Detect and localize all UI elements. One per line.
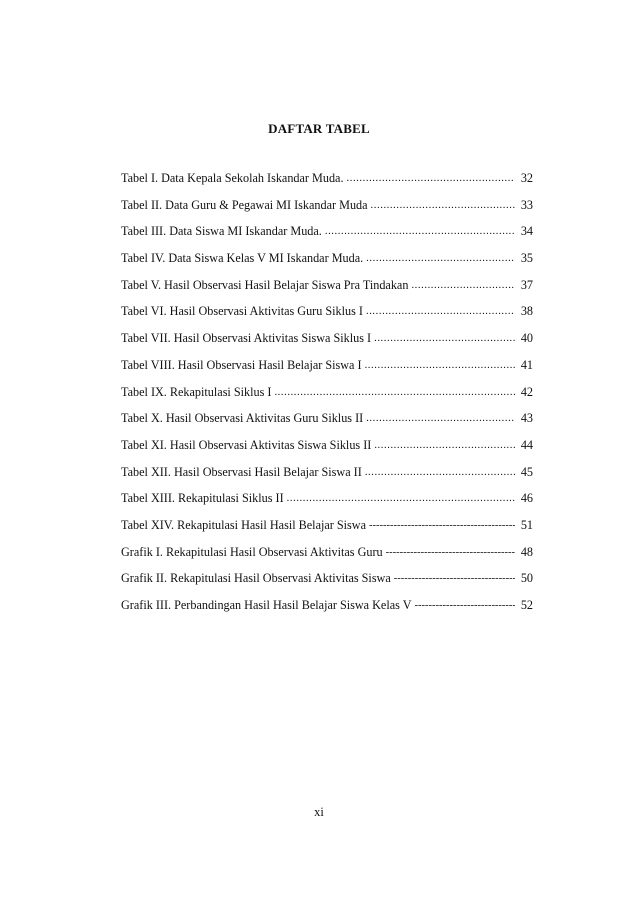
toc-entry-page: 40 xyxy=(520,331,533,346)
toc-entry-label: Tabel VII. Hasil Observasi Aktivitas Siswa Siklus I xyxy=(121,331,372,346)
toc-entry-page: 42 xyxy=(520,384,533,399)
toc-leader xyxy=(386,547,515,558)
toc-entry-label: Tabel XIV. Rekapitulasi Hasil Hasil Belajar Siswa xyxy=(121,517,366,532)
toc-entry xyxy=(121,491,533,518)
toc-entry xyxy=(121,385,533,412)
toc-entry-label: Grafik I. Rekapitulasi Hasil Observasi Aktivitas Guru xyxy=(121,544,383,559)
toc-leader xyxy=(394,573,515,584)
toc-entry-page: 52 xyxy=(520,598,533,612)
toc-entry-page: 32 xyxy=(520,171,533,185)
toc-entry-label: Tabel IX. Rekapitulasi Siklus I xyxy=(121,384,272,399)
toc-entry xyxy=(121,171,533,198)
toc-entry xyxy=(121,438,533,465)
toc-entry-label: Grafik II. Rekapitulasi Hasil Observasi Aktivitas Siswa xyxy=(121,571,391,586)
toc-entry-page: 38 xyxy=(520,304,533,319)
toc-entry-label: Tabel VIII. Hasil Observasi Hasil Belajar Siswa I xyxy=(121,357,362,372)
toc-entry-page: 43 xyxy=(520,411,533,426)
toc-leader xyxy=(365,467,515,478)
toc-leader xyxy=(415,600,515,611)
page-number: xi xyxy=(314,805,324,819)
toc-entry-label: Tabel I. Data Kepala Sekolah Iskandar Muda. xyxy=(121,171,344,185)
toc-entry-page: 34 xyxy=(520,224,533,239)
toc-leader xyxy=(369,520,515,531)
toc-entry-page: 51 xyxy=(520,517,533,532)
toc-entry xyxy=(121,545,533,572)
toc-entry-page: 46 xyxy=(520,491,533,506)
toc-leader xyxy=(325,226,515,237)
toc-entry-page: 37 xyxy=(520,277,533,292)
toc-leader xyxy=(411,280,514,291)
toc-entry xyxy=(121,198,533,225)
toc-leader xyxy=(365,360,515,371)
toc-entry xyxy=(121,465,533,492)
toc-leader xyxy=(287,493,515,504)
toc-entry-label: Tabel V. Hasil Observasi Hasil Belajar Siswa Pra Tindakan xyxy=(121,277,409,292)
toc-leader xyxy=(374,440,514,451)
toc-entry xyxy=(121,251,533,278)
toc-entry xyxy=(121,331,533,358)
toc-leader xyxy=(366,306,515,317)
toc-entry-page: 35 xyxy=(520,251,533,266)
toc-entry xyxy=(121,304,533,331)
toc-entry-page: 44 xyxy=(520,437,533,452)
toc-entry-page: 45 xyxy=(520,464,533,479)
toc-entry-label: Grafik III. Perbandingan Hasil Hasil Belajar Siswa Kelas V xyxy=(121,598,412,612)
toc-entry-page: 48 xyxy=(520,544,533,559)
toc-entry xyxy=(121,278,533,305)
toc-entry xyxy=(121,358,533,385)
toc-leader xyxy=(371,200,515,211)
toc-leader xyxy=(274,387,514,398)
toc-entry-label: Tabel XIII. Rekapitulasi Siklus II xyxy=(121,491,284,506)
toc-entry-label: Tabel III. Data Siswa MI Iskandar Muda. xyxy=(121,224,322,239)
toc-entry-label: Tabel II. Data Guru & Pegawai MI Iskandar Muda xyxy=(121,197,368,212)
toc-entry xyxy=(121,598,533,625)
toc-entry-label: Tabel XI. Hasil Observasi Aktivitas Siswa Siklus II xyxy=(121,437,372,452)
toc-leader xyxy=(347,173,515,184)
toc-entry-label: Tabel IV. Data Siswa Kelas V MI Iskandar Muda. xyxy=(121,251,364,266)
toc-entry-label: Tabel XII. Hasil Observasi Hasil Belajar Siswa II xyxy=(121,464,362,479)
toc-entry-label: Tabel VI. Hasil Observasi Aktivitas Guru Siklus I xyxy=(121,304,363,319)
toc-entry xyxy=(121,518,533,545)
toc-leader xyxy=(374,333,515,344)
table-of-contents xyxy=(121,171,533,625)
toc-entry xyxy=(121,224,533,251)
page-title: DAFTAR TABEL xyxy=(268,121,370,136)
toc-entry xyxy=(121,571,533,598)
toc-leader xyxy=(366,413,515,424)
toc-entry-page: 41 xyxy=(520,357,533,372)
toc-entry-label: Tabel X. Hasil Observasi Aktivitas Guru Siklus II xyxy=(121,411,364,426)
toc-leader xyxy=(366,253,515,264)
toc-entry xyxy=(121,411,533,438)
toc-entry-page: 50 xyxy=(520,571,533,586)
toc-entry-page: 33 xyxy=(520,197,533,212)
